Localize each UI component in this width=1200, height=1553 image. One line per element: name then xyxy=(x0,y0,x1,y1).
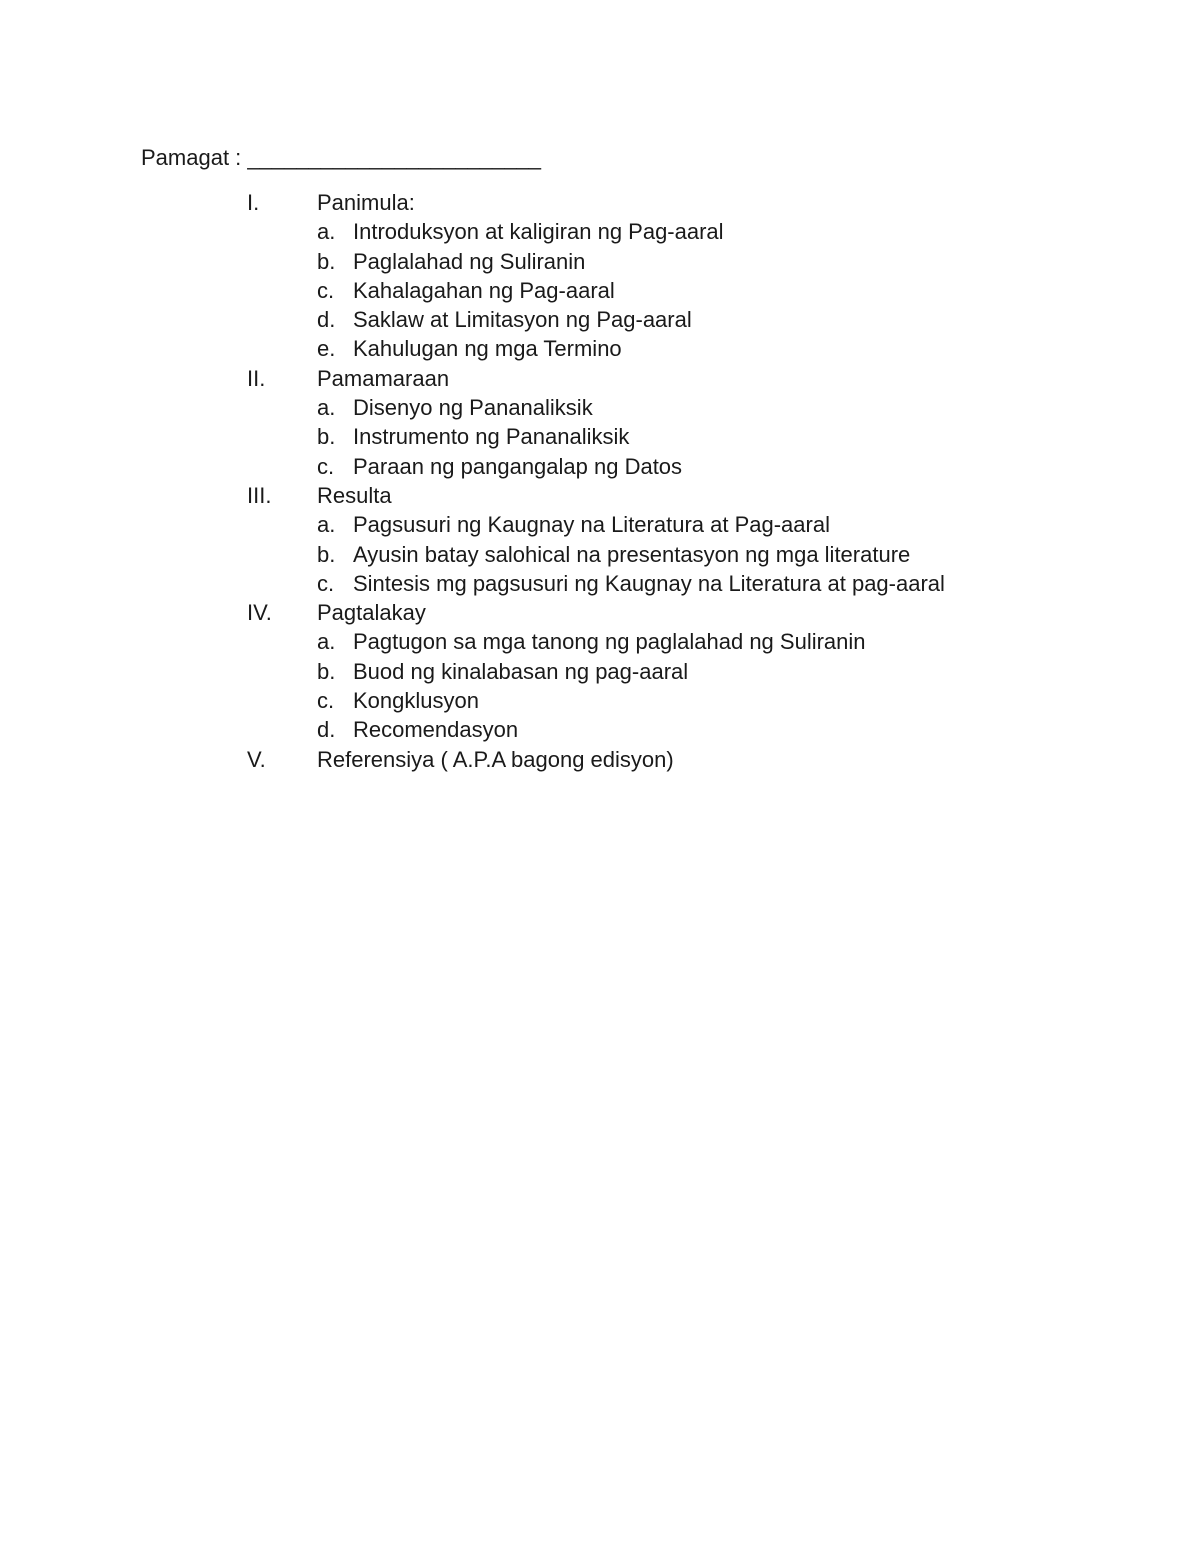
section-heading-row xyxy=(0,745,1200,774)
section-numeral: V. xyxy=(247,746,266,772)
section-numeral: III. xyxy=(247,482,272,508)
outline-item xyxy=(0,540,1200,569)
title-line xyxy=(141,143,541,172)
item-letter: a. xyxy=(317,219,336,245)
outline-item xyxy=(0,715,1200,744)
outline-section xyxy=(0,598,1200,744)
item-letter: b. xyxy=(317,658,336,684)
item-text: Paraan ng pangangalap ng Datos xyxy=(353,453,683,479)
outline-item xyxy=(0,627,1200,656)
outline-item xyxy=(0,510,1200,539)
item-letter: a. xyxy=(317,629,336,655)
section-heading-row xyxy=(0,364,1200,393)
item-letter: e. xyxy=(317,336,336,362)
section-heading-row xyxy=(0,481,1200,510)
item-text: Ayusin batay salohical na presentasyon ng mga literature xyxy=(353,541,911,567)
section-heading: Referensiya ( A.P.A bagong edisyon) xyxy=(317,746,674,772)
item-text: Introduksyon at kaligiran ng Pag-aaral xyxy=(353,219,724,245)
item-text: Pagsusuri ng Kaugnay na Literatura at Pag-aaral xyxy=(353,512,830,538)
item-text: Kahulugan ng mga Termino xyxy=(353,336,622,362)
outline-item xyxy=(0,657,1200,686)
section-numeral: IV. xyxy=(247,600,272,626)
item-letter: c. xyxy=(317,688,335,714)
outline-item xyxy=(0,393,1200,422)
item-letter: b. xyxy=(317,541,336,567)
outline-item xyxy=(0,276,1200,305)
item-letter: d. xyxy=(317,307,336,333)
item-text: Instrumento ng Pananaliksik xyxy=(353,424,630,450)
section-numeral: I. xyxy=(247,190,260,215)
item-text: Pagtugon sa mga tanong ng paglalahad ng Suliranin xyxy=(353,629,866,655)
item-text: Kongklusyon xyxy=(353,688,479,714)
item-letter: d. xyxy=(317,717,336,743)
section-numeral: II. xyxy=(247,365,266,391)
section-heading: Pagtalakay xyxy=(317,600,426,626)
item-text: Paglalahad ng Suliranin xyxy=(353,248,586,274)
item-text: Buod ng kinalabasan ng pag-aaral xyxy=(353,658,689,684)
outline-section xyxy=(0,481,1200,598)
title-blank: ________________________ xyxy=(247,145,542,170)
outline-item xyxy=(0,569,1200,598)
outline xyxy=(0,188,1200,774)
item-letter: b. xyxy=(317,424,336,450)
outline-section xyxy=(0,745,1200,774)
item-letter: c. xyxy=(317,570,335,596)
section-heading: Resulta xyxy=(317,482,392,508)
item-text: Disenyo ng Pananaliksik xyxy=(353,395,593,421)
item-letter: b. xyxy=(317,248,336,274)
item-text: Kahalagahan ng Pag-aaral xyxy=(353,277,615,303)
section-heading: Panimula: xyxy=(317,190,415,215)
outline-section xyxy=(0,364,1200,481)
item-letter: c. xyxy=(317,277,335,303)
item-letter: a. xyxy=(317,512,336,538)
item-text: Saklaw at Limitasyon ng Pag-aaral xyxy=(353,307,692,333)
outline-item xyxy=(0,334,1200,363)
section-heading-row xyxy=(0,188,1200,217)
outline-item xyxy=(0,305,1200,334)
outline-item xyxy=(0,217,1200,246)
section-heading-row xyxy=(0,598,1200,627)
outline-item xyxy=(0,686,1200,715)
outline-item xyxy=(0,422,1200,451)
outline-item xyxy=(0,452,1200,481)
outline-section xyxy=(0,188,1200,364)
item-letter: c. xyxy=(317,453,335,479)
section-heading: Pamamaraan xyxy=(317,365,450,391)
title-label: Pamagat : xyxy=(141,145,248,170)
item-text: Recomendasyon xyxy=(353,717,519,743)
item-letter: a. xyxy=(317,395,336,421)
outline-item xyxy=(0,247,1200,276)
item-text: Sintesis mg pagsusuri ng Kaugnay na Literatura at pag-aaral xyxy=(353,570,945,596)
